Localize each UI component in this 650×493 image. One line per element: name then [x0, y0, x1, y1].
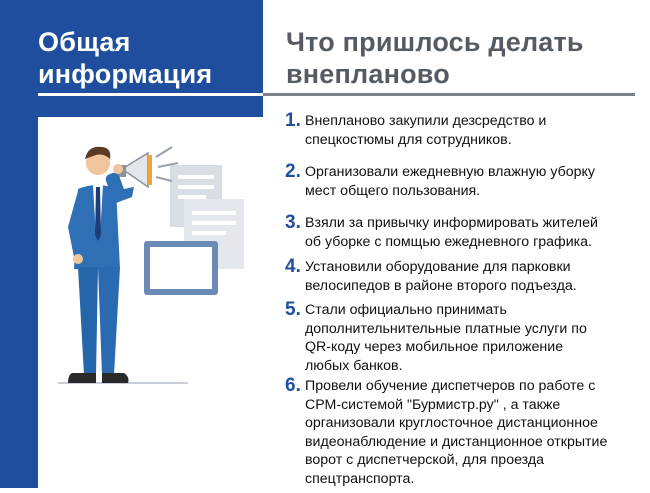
list-item: [285, 258, 645, 295]
right-title: Что пришлось делать внепланово: [286, 27, 584, 89]
right-title-divider: [263, 93, 635, 96]
list-item: [285, 214, 645, 251]
item-text: Организовали ежедневную влажную уборку мест общего пользования.: [305, 164, 595, 199]
left-title: Общая информация: [38, 27, 213, 89]
left-title-divider: [38, 93, 263, 96]
item-number: 4.: [285, 256, 301, 277]
item-number: 6.: [285, 375, 301, 396]
list-item: [285, 163, 645, 200]
monitor-icon: [144, 241, 218, 295]
item-text: Внепланово закупили дезсредство и спецкостюмы для сотрудников.: [305, 113, 547, 148]
businessman-megaphone-illustration: [38, 117, 263, 488]
list-item: [285, 112, 645, 149]
item-text: Установили оборудование для парковки велосипедов в районе второго подъезда.: [305, 259, 577, 294]
list-item: [285, 301, 645, 375]
item-number: 5.: [285, 299, 301, 320]
item-text: Стали официально принимать дополнительнительные платные услуги по QR-коду через мобильное приложение любых банков.: [305, 302, 587, 374]
item-number: 2.: [285, 161, 301, 182]
businessman-figure: [68, 147, 134, 383]
illustration: [38, 117, 263, 488]
list-item: [285, 377, 645, 488]
item-text: Взяли за привычку информировать жителей об уборке с помщью ежедневного графика.: [305, 215, 598, 250]
item-number: 3.: [285, 212, 301, 233]
item-text: Провели обучение диспетчеров по работе с СРМ-системой "Бурмистр.ру" , а также организовали круглосточное дистанционное видеонаблюдение и дистанционное открытие ворот с диспетчерской, для проезда спецтранспорта.: [305, 378, 608, 487]
item-number: 1.: [285, 110, 301, 131]
